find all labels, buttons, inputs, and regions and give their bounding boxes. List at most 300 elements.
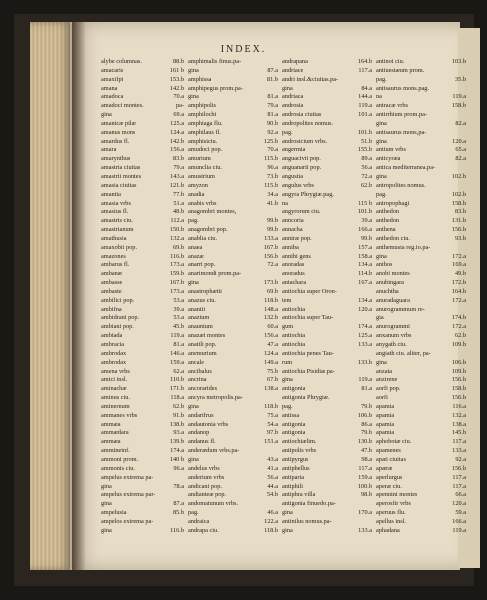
index-entry <box>282 456 372 465</box>
index-entry <box>376 323 466 332</box>
index-entry <box>101 394 184 403</box>
index-entry <box>101 279 184 288</box>
index-entry-term: antracæ vrbs <box>376 102 408 110</box>
index-entry-locator <box>370 76 372 85</box>
index-entry <box>376 226 466 235</box>
index-entry-locator: 48.b <box>172 208 184 216</box>
index-entry-locator: 81.b <box>266 75 278 83</box>
index-entry <box>188 182 278 191</box>
index-entry <box>376 438 466 447</box>
index-entry-locator: 134.a <box>358 296 372 304</box>
index-entry-term: aperlurgus <box>376 473 403 481</box>
index-entry <box>101 111 184 120</box>
index-entry-term: anniba <box>282 243 299 251</box>
index-entry-locator: 174.a <box>358 323 372 331</box>
index-entry-term: amudoci pop. <box>188 146 223 154</box>
index-entry-term: andrapa ciu. <box>188 526 219 534</box>
index-entry-term: ammineinf. <box>101 447 130 455</box>
index-entry-term: amadoci montes. <box>101 102 144 110</box>
index-entry-locator: 83.b <box>454 208 466 216</box>
index-entry-term: anzirene <box>376 376 398 384</box>
index-entry-locator: 159.a <box>358 473 372 481</box>
index-entry <box>101 164 184 173</box>
index-entry <box>282 306 372 315</box>
index-entry-term: gina <box>376 252 387 260</box>
index-entry-term: andanus fl. <box>188 438 216 446</box>
index-entry-locator: 172.a <box>452 323 466 331</box>
index-entry-term: androsia <box>282 102 304 110</box>
index-entry <box>282 235 372 244</box>
index-entry-term: anobi montes <box>376 270 410 278</box>
index-entry-locator: 99.b <box>360 234 372 242</box>
index-entry-locator: 86.a <box>361 420 372 428</box>
index-entry-locator: 149.a <box>264 358 278 366</box>
index-entry-term: ambidrani pop. <box>101 314 140 322</box>
index-entry <box>282 76 372 85</box>
index-entry <box>188 279 278 288</box>
index-entry-term: anthedon <box>376 217 400 225</box>
index-entry <box>282 509 372 518</box>
index-entry-term: pag. <box>376 190 387 198</box>
index-entry <box>188 500 278 509</box>
index-entry-locator: 60.a <box>267 323 278 331</box>
index-entry <box>188 509 278 518</box>
index-entry-term: ambiani pop. <box>101 323 134 331</box>
index-entry <box>188 208 278 217</box>
index-entry-locator: 79.a <box>173 164 184 172</box>
index-entry <box>376 76 466 85</box>
index-entry-term: antiochia penes Tau- <box>282 349 334 357</box>
index-entry-locator: 69.b <box>172 243 184 251</box>
index-entry-term: anguanarii pop. <box>282 164 322 172</box>
index-entry-locator: 131.b <box>451 217 466 225</box>
index-entry-locator: 132.b <box>263 314 278 322</box>
index-entry <box>376 341 466 350</box>
index-entry-locator: 54.b <box>266 491 278 499</box>
index-entry-locator: 91.b <box>172 411 184 419</box>
index-entry-term: anygath ciu. <box>376 341 407 348</box>
index-entry <box>376 191 466 200</box>
index-entry <box>282 138 372 147</box>
index-entry-locator: 54.a <box>267 420 278 428</box>
index-entry-term: gina <box>282 376 293 384</box>
index-entry <box>376 297 466 306</box>
index-entry-locator: 92.a <box>267 128 278 136</box>
index-entry-term: aperæ ciu. <box>376 482 402 490</box>
index-entry <box>376 412 466 421</box>
index-entry-locator: 72.a <box>267 261 278 269</box>
index-entry-term: amphiaga flu. <box>188 119 223 127</box>
index-entry <box>188 270 278 279</box>
index-entry-locator: 138.a <box>264 385 278 393</box>
index-entry <box>282 297 372 306</box>
index-entry <box>101 518 184 527</box>
index-entry <box>282 253 372 262</box>
index-entry-locator: 99.b <box>266 226 278 234</box>
index-entry-locator: 139.b <box>169 438 184 446</box>
index-entry-locator: 146.a <box>170 349 184 357</box>
index-entry <box>282 483 372 492</box>
index-entry <box>376 500 466 509</box>
index-entry-term: amardus fl. <box>101 137 130 145</box>
index-entry-term: amphipegus prom.pa- <box>188 84 243 92</box>
index-entry-locator <box>370 288 372 297</box>
index-entry-locator: 81.a <box>267 93 278 101</box>
index-entry <box>282 191 372 200</box>
index-entry <box>282 314 372 323</box>
index-entry <box>101 306 184 315</box>
index-entry <box>101 120 184 129</box>
index-entry-term: tem <box>282 296 292 304</box>
index-entry <box>376 270 466 279</box>
index-entry-term: gina <box>376 358 387 366</box>
index-entry-term: pag. <box>376 75 387 83</box>
index-entry-term: gia <box>376 314 384 322</box>
index-entry <box>188 359 278 368</box>
index-entry-locator: 115.b <box>264 155 278 163</box>
index-entry <box>101 447 184 456</box>
index-entry <box>376 173 466 182</box>
index-entry-locator: 119.a <box>452 526 466 534</box>
index-entry-locator: 161 b <box>169 66 184 74</box>
index-entry-locator: 156.b <box>451 394 466 402</box>
index-entry-term: anxanum vrbs <box>376 332 412 340</box>
index-entry-term: gina <box>101 482 112 490</box>
index-entry-locator: 118.a <box>170 394 184 402</box>
index-entry-locator: 98.a <box>361 455 372 463</box>
index-entry-term: anazus ciu. <box>188 296 216 304</box>
index-entry <box>376 217 466 226</box>
index-entry-term: ambasse <box>101 279 123 287</box>
index-entry-term: andomatunum vrbs. <box>188 500 239 508</box>
index-entry-term: amantia <box>101 190 121 198</box>
index-entry-locator: 56.a <box>361 164 372 172</box>
index-entry <box>282 332 372 341</box>
index-entry <box>188 288 278 297</box>
index-entry <box>376 456 466 465</box>
index-entry-locator: 41.a <box>267 464 278 472</box>
index-entry <box>188 412 278 421</box>
index-entry <box>282 217 372 226</box>
index-entry-locator: 115 b <box>358 199 372 207</box>
index-entry-term: antigonia finuedo.pa- <box>282 500 336 508</box>
index-entry-term: amphisiciu. <box>188 137 218 145</box>
index-entry-term: gina <box>101 526 112 534</box>
index-entry <box>101 421 184 430</box>
index-entry <box>101 403 184 412</box>
index-entry-term: amanus mons <box>101 128 136 136</box>
index-column-1 <box>101 58 184 558</box>
index-entry-term: angulus vrbs <box>282 181 315 189</box>
index-entry-locator: 116.b <box>170 252 184 260</box>
index-entry-locator: 158.b <box>451 199 466 207</box>
index-entry-term: anemurium <box>188 349 217 357</box>
index-entry <box>101 191 184 200</box>
index-entry <box>101 270 184 279</box>
index-entry <box>376 394 466 403</box>
index-entry-locator: 49.b <box>454 270 466 278</box>
index-entry-term: anagombri montes, <box>188 208 237 216</box>
index-entry-locator <box>276 447 278 456</box>
index-entry <box>282 350 372 359</box>
index-entry <box>282 58 372 67</box>
index-entry-locator <box>464 306 466 315</box>
index-entry-term: anubingara <box>376 279 404 287</box>
index-entry-locator: 119.a <box>358 102 372 110</box>
index-entry-locator <box>276 85 278 94</box>
index-entry-locator: 82.a <box>455 119 466 127</box>
index-entry <box>188 244 278 253</box>
index-entry-term: gina <box>188 279 199 287</box>
index-entry-locator: 112.a <box>170 217 184 225</box>
index-entry-locator: 132.a <box>170 234 184 242</box>
spine-shadow <box>72 22 86 570</box>
index-entry <box>376 208 466 217</box>
index-entry-locator: 118.b <box>264 296 278 304</box>
index-entry-locator: 133.a <box>264 234 278 242</box>
index-entry <box>188 102 278 111</box>
index-entry-locator: 34.a <box>267 190 278 198</box>
index-entry-term: amphipolis <box>188 102 216 110</box>
index-entry <box>188 483 278 492</box>
index-entry-locator: 72.a <box>361 172 372 180</box>
index-entry <box>101 155 184 164</box>
index-entry-locator: 103.b <box>451 58 466 65</box>
index-entry-locator: 75.b <box>266 367 278 375</box>
index-entry <box>376 235 466 244</box>
index-entry-term: ancale <box>188 358 205 366</box>
index-entry-term: andriaca <box>282 93 304 101</box>
index-entry <box>101 182 184 191</box>
index-entry-locator: 120.a <box>358 305 372 313</box>
index-entry-term: anthedon <box>376 208 400 216</box>
index-entry <box>376 491 466 500</box>
index-entry <box>376 261 466 270</box>
index-entry-term: anadia <box>188 190 205 198</box>
index-entry <box>188 376 278 385</box>
index-entry-term: amyzon <box>188 181 208 189</box>
index-entry <box>376 527 466 536</box>
index-entry <box>188 421 278 430</box>
index-entry-locator <box>276 500 278 509</box>
index-entry-term: anthedon ciu. <box>376 234 410 242</box>
index-entry-locator <box>276 270 278 279</box>
index-entry-locator <box>182 491 184 500</box>
index-entry-term: anablia ciu. <box>188 234 218 242</box>
index-entry-locator: 158.b <box>451 102 466 110</box>
index-entry <box>101 350 184 359</box>
index-entry-term: gina <box>282 526 293 534</box>
index-entry <box>282 120 372 129</box>
index-entry-term: amphimalis finus.pa- <box>188 58 242 65</box>
index-entry-term: amasia vrbs <box>101 199 131 207</box>
index-entry-locator: 102.b <box>451 190 466 198</box>
index-entry <box>101 235 184 244</box>
index-entry-term: andautonia vrbs <box>188 420 229 428</box>
index-entry-locator: 166.a <box>358 226 372 234</box>
index-entry-locator: 79.a <box>267 102 278 110</box>
index-entry-term: annibi gens <box>282 252 311 260</box>
index-entry-term: ampelos extrema pa- <box>101 517 154 525</box>
index-entry-locator: 118.b <box>264 526 278 534</box>
index-entry <box>282 129 372 138</box>
index-entry-locator: 119.a <box>452 93 466 101</box>
index-entry <box>101 217 184 226</box>
index-entry-term: gina <box>282 84 293 92</box>
index-entry-term: antinoi ciu. <box>376 58 405 65</box>
index-entry-term: anaunium <box>188 323 213 331</box>
index-entry <box>101 76 184 85</box>
index-entry-locator: 151.a <box>264 438 278 446</box>
index-entry-term: amanicæ pilæ <box>101 119 136 127</box>
index-entry <box>188 297 278 306</box>
index-entry-term: anuradaguara <box>376 296 410 304</box>
index-entry-term: anazæ <box>188 252 204 260</box>
index-entry-term: amara <box>101 146 117 154</box>
index-entry-term: anagombri pop. <box>188 226 228 234</box>
index-entry <box>282 164 372 173</box>
index-entry-locator: 133.b <box>357 358 372 366</box>
index-entry <box>188 394 278 403</box>
index-entry <box>188 474 278 483</box>
index-entry <box>376 253 466 262</box>
index-entry <box>376 403 466 412</box>
index-entry-locator: 170.a <box>358 509 372 517</box>
index-entry-term: andri insl.&ciuitas.pa- <box>282 75 339 83</box>
index-entry-term: anderium vrbs <box>188 473 225 481</box>
index-entry <box>101 429 184 438</box>
index-entry-term: amustrium <box>188 172 215 180</box>
index-entry-term: antigonia <box>282 385 306 393</box>
index-entry-term: gum <box>282 323 294 331</box>
index-entry <box>282 244 372 253</box>
index-entry <box>188 67 278 76</box>
index-entry <box>101 509 184 518</box>
index-entry-term: anarri pop. <box>188 261 216 269</box>
index-entry-term: anarimondi prom.pa- <box>188 270 242 278</box>
index-entry-term: antiochia <box>282 332 306 340</box>
index-entry-locator: 102.b <box>451 172 466 180</box>
index-entry-term: aperosfir vrbs <box>376 500 411 508</box>
index-entry <box>101 368 184 377</box>
index-entry-term: amasia ciuitas <box>101 181 137 189</box>
index-entry-locator: 156.b <box>263 252 278 260</box>
index-entry-term: antipolis vrbs <box>282 447 317 455</box>
index-entry-term: antiochia Pisidiæ.pa- <box>282 367 335 375</box>
index-entry-locator <box>276 208 278 217</box>
index-entry-term: ancrina <box>188 376 207 384</box>
index-entry-locator: 164.b <box>357 58 372 65</box>
index-entry <box>282 412 372 421</box>
index-entry <box>188 93 278 102</box>
index-entry-locator: 124.a <box>170 128 184 136</box>
index-entry-locator: 110.b <box>170 376 184 384</box>
index-entry-locator: 120.a <box>452 137 466 145</box>
index-entry-term: anurogrammi <box>376 323 410 331</box>
index-entry-locator: 125.b <box>263 137 278 145</box>
index-entry-locator: 153.b <box>169 75 184 83</box>
index-entry-locator: 97.b <box>266 429 278 437</box>
index-entry <box>188 314 278 323</box>
index-entry-term: ammanes vrbs <box>101 411 138 419</box>
index-entry-term: amaxifpi <box>101 75 124 83</box>
index-entry-locator: 87.a <box>173 500 184 508</box>
index-entry-locator: 171.b <box>169 385 184 393</box>
index-entry-term: apæræ <box>376 464 393 472</box>
index-entry-locator: 67.b <box>266 376 278 384</box>
index-entry <box>376 182 466 191</box>
index-entry-term: aminernum <box>101 402 130 410</box>
index-entry <box>376 474 466 483</box>
index-entry-term: antropophagi <box>376 199 410 207</box>
index-entry-term: amazones <box>101 252 126 260</box>
index-entry <box>376 58 466 67</box>
index-entry-locator: 101.b <box>357 208 372 216</box>
index-entry-locator: 118.b <box>264 402 278 410</box>
index-entry-term: antiochia super Oron- <box>282 287 337 295</box>
index-entry <box>101 85 184 94</box>
index-entry <box>376 164 466 173</box>
index-entry-locator: 109.b <box>451 367 466 375</box>
index-entry-term: antica mediterranea.pa- <box>376 164 436 172</box>
index-entry-term: aperuus flu. <box>376 509 406 517</box>
index-entry-term: antisaurus mons.pag. <box>376 84 429 92</box>
index-entry <box>188 129 278 138</box>
index-columns <box>101 58 483 558</box>
index-entry-term: pag. <box>188 217 199 225</box>
running-head: INDEX. <box>220 44 267 55</box>
index-entry <box>188 341 278 350</box>
index-entry-term: angiath ciu. aliter, pa- <box>376 349 431 357</box>
index-entry <box>282 491 372 500</box>
index-entry <box>282 465 372 474</box>
index-entry-locator: 45.b <box>172 323 184 331</box>
index-entry-term: pag. <box>282 402 293 410</box>
index-entry-term: antiochia <box>282 305 306 313</box>
index-entry-term: gina <box>188 66 199 74</box>
index-entry <box>282 208 372 217</box>
index-entry <box>188 306 278 315</box>
index-entry <box>376 288 466 297</box>
index-entry-locator: 39.a <box>361 217 372 225</box>
index-entry-term: apamia <box>376 402 395 410</box>
index-entry-locator: 172.a <box>452 252 466 260</box>
index-entry <box>101 332 184 341</box>
index-entry-locator <box>370 394 372 403</box>
index-entry <box>282 85 372 94</box>
index-entry-locator: 53.a <box>173 314 184 322</box>
index-entry-term: alybe columnas. <box>101 58 142 65</box>
index-entry-term: apæi ciuitas <box>376 455 406 463</box>
index-entry-term: antigonia <box>282 420 306 428</box>
index-entry-term: amphilaus fl. <box>188 128 221 136</box>
index-entry <box>376 93 466 102</box>
index-entry-term: apamia <box>376 420 395 428</box>
index-entry <box>282 102 372 111</box>
index-entry <box>376 483 466 492</box>
index-entry-term: anuchtha <box>376 287 399 295</box>
index-entry-term: anticyræa <box>376 155 401 163</box>
index-entry-term: aminachæ <box>101 385 127 393</box>
index-entry-locator: 133.a <box>358 341 372 348</box>
index-entry-term: pag. <box>188 509 199 517</box>
index-entry <box>101 146 184 155</box>
index-entry-locator: 122.a <box>264 517 278 525</box>
index-entry-locator: 47.b <box>360 447 372 455</box>
index-entry <box>282 500 372 509</box>
index-entry <box>376 421 466 430</box>
index-entry-locator <box>464 164 466 173</box>
